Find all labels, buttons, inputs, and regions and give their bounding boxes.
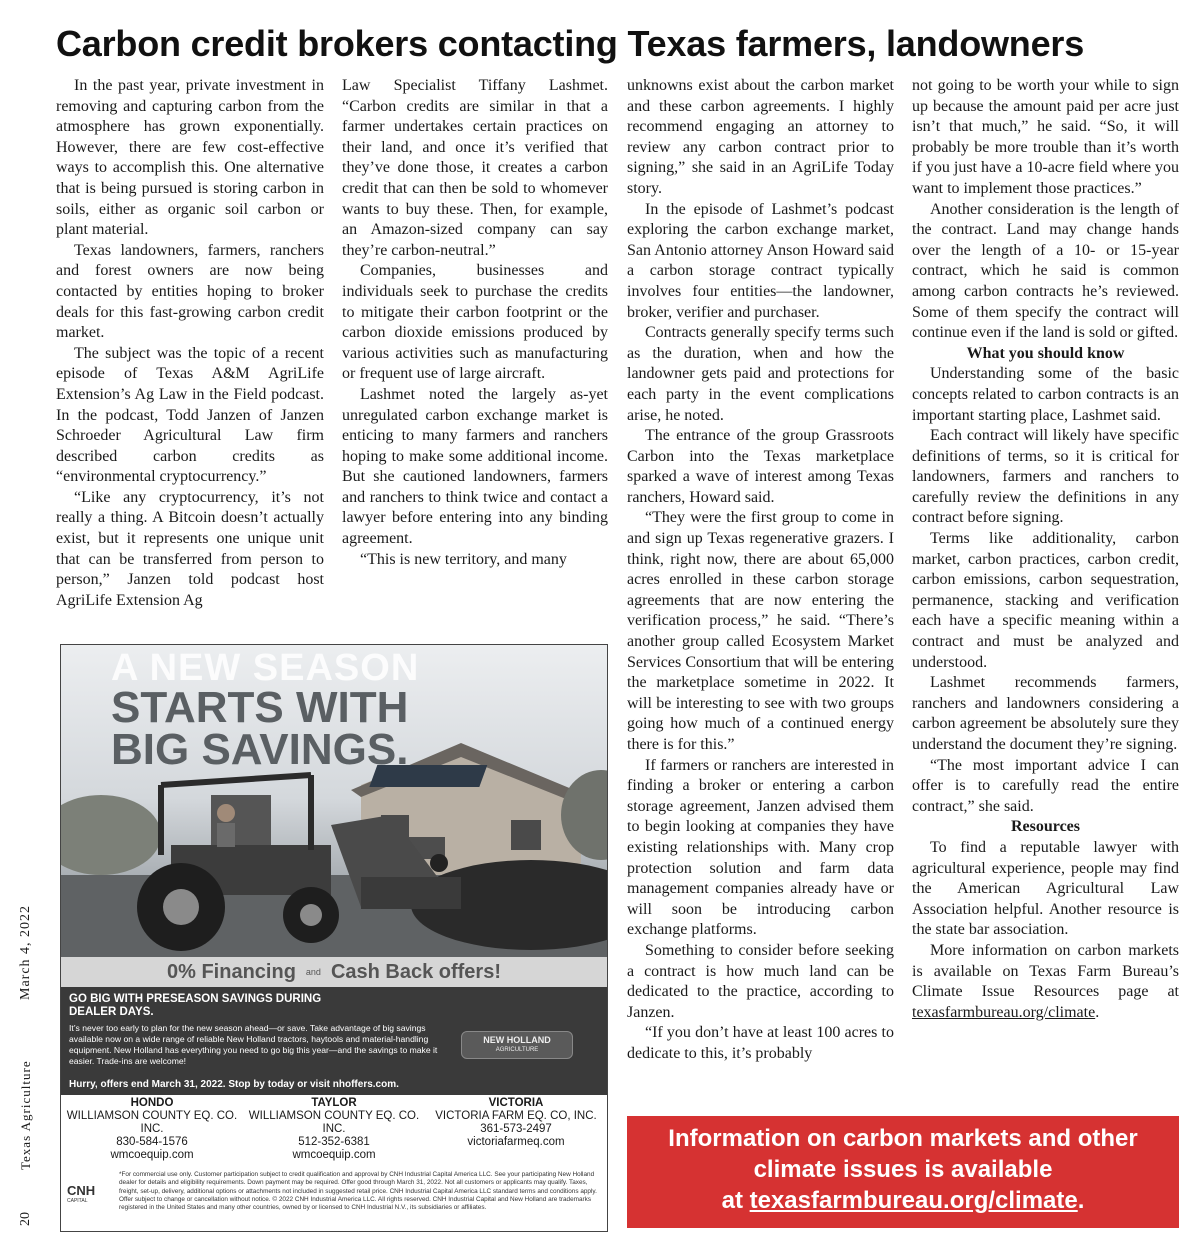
financing-bar xyxy=(61,957,607,987)
issue-date: March 4, 2022 xyxy=(18,904,33,1000)
paragraph: The entrance of the group Grassroots Carbon into the Texas marketplace sparked a wave of interest among Texas ranchers, Howard said. xyxy=(627,427,894,506)
ad-headline-1: A NEW SEASON xyxy=(111,647,420,689)
paragraph: Texas landowners, farmers, ranchers and forest owners are now being contacted by entities hoping to broker deals for this fast-growing carbon credit market. xyxy=(56,241,324,342)
paragraph-text: More information on carbon markets is available on Texas Farm Bureau’s Climate Issue Resources page at xyxy=(912,941,1179,1001)
subhead-resources: Resources xyxy=(1010,818,1081,836)
financing-and: and xyxy=(305,967,321,977)
ad-headline-2: STARTS WITH xyxy=(111,683,409,732)
banner-prefix: at xyxy=(721,1187,750,1214)
brand-sub: AGRICULTURE xyxy=(495,1047,539,1053)
paragraph: “This is new territory, and many xyxy=(360,550,567,568)
banner-line-1: Information on carbon markets and other xyxy=(668,1125,1138,1152)
paragraph: Contracts generally specify terms such as the duration, when and how the landowner gets paid and protections for each party in the event complications arise, he noted. xyxy=(627,324,894,424)
paragraph: To find a reputable lawyer with agricultural experience, people may find the American Agricultural Law Association helpful. Another resource is the state bar association. xyxy=(912,838,1179,939)
publication-name: Texas Agriculture xyxy=(18,1060,33,1170)
paragraph: Lashmet noted the largely as-yet unregulated carbon exchange market is enticing to many farmers and ranchers hoping to make some additional income. But she cautioned landowners, farmers and ranchers to think twice and contact a lawyer before entering into any binding agreement. xyxy=(342,385,608,548)
page-number: 20 xyxy=(18,1212,33,1226)
dealer-web: wmcoequip.com xyxy=(292,1149,376,1161)
paragraph: Law Specialist Tiffany Lashmet. “Carbon credits are similar in that a farmer undertakes certain practices on their land, and once it’s verified that they’ve done those, it creates a carbon credit that can then be sold to whomever wants to buy these. Then, for example, an Amazon-sized company can say they’re carbon-neutral.” xyxy=(342,77,608,259)
dealer-city: TAYLOR xyxy=(311,1097,357,1109)
paragraph: Lashmet recommends farmers, ranchers and landowners considering a carbon agreement be absolutely sure they understand the document they’re signing. xyxy=(912,674,1179,753)
paragraph: Something to consider before seeking a contract is how much land can be dedicated to the practice, according to Janzen. xyxy=(627,941,894,1021)
new-holland-advertisement xyxy=(60,644,608,1232)
dealer-city: HONDO xyxy=(130,1097,174,1109)
financing-text: 0% Financing xyxy=(167,960,296,983)
promo-heading: GO BIG WITH PRESEASON SAVINGS DURING DEALER DAYS. xyxy=(69,993,322,1018)
dealer-name: WILLIAMSON COUNTY EQ. CO. INC. xyxy=(66,1110,238,1135)
article-column-4 xyxy=(912,76,1179,1023)
paragraph: Understanding some of the basic concepts related to carbon contracts is an important starting place, Lashmet said. xyxy=(912,365,1179,424)
paragraph: The subject was the topic of a recent episode of Texas A&M AgriLife Extension’s Ag Law in the Field podcast. In the podcast, Todd Janzen of Janzen Schroeder Agricultural Law firm described carbon credits as “environmental cryptocurrency.” xyxy=(56,344,324,486)
dealer-name: WILLIAMSON COUNTY EQ. CO. INC. xyxy=(248,1110,420,1135)
dealer-city: VICTORIA xyxy=(488,1097,544,1109)
paragraph-last xyxy=(912,941,1179,1023)
ad-photo xyxy=(61,645,607,985)
dealer-phone: 830-584-1576 xyxy=(116,1136,188,1148)
paragraph: In the episode of Lashmet’s podcast exploring the carbon exchange market, San Antonio attorney Anson Howard said a carbon storage contract typically involves four entities—the landowner, broker, verifier and purchaser. xyxy=(627,200,894,321)
cnh-capital-logo xyxy=(67,1183,111,1205)
paragraph: unknowns exist about the carbon market and these carbon agreements. I highly recommend engaging an attorney to review any carbon contract prior to signing,” she said in an AgriLife Today story. xyxy=(627,77,894,197)
ad-promo-panel xyxy=(61,987,607,1095)
paragraph: “The most important advice I can offer is to carefully read the entire contract,” she said. xyxy=(912,756,1179,815)
article-column-2 xyxy=(342,76,608,570)
paragraph: not going to be worth your while to sign up because the amount paid per acre just isn’t that much,” he said. “So, it will probably be more trouble than it’s worth if you just have a 10-acre field where you want to implement those practices.” xyxy=(912,77,1179,197)
paragraph: “Like any cryptocurrency, it’s not really a thing. A Bitcoin doesn’t actually exist, but it represents one unique unit that can be transferred from person to person,” Janzen told podcast host AgriLife Extension Ag xyxy=(56,488,324,609)
banner-link[interactable]: texasfarmbureau.org/climate xyxy=(749,1187,1078,1214)
paragraph: If farmers or ranchers are interested in finding a broker or entering a carbon storage agreement, Janzen advised them to begin looking at companies they have existing relationships with. Many crop protection solution and farm data management companies already have or will soon be introducing carbon exchange platforms. xyxy=(627,756,894,939)
paragraph: Terms like additionality, carbon market, carbon practices, carbon credit, carbon emissions, carbon sequestration, permanence, stacking and verification each have a specific meaning within a contract and must be analyzed and understood. xyxy=(912,530,1179,671)
ad-headline-3: BIG SAVINGS. xyxy=(111,725,409,774)
dealer-name: VICTORIA FARM EQ. CO, INC. xyxy=(435,1110,597,1122)
paragraph: Companies, businesses and individuals seek to purchase the credits to mitigate their carbon footprint or the carbon dioxide emissions produced by various activities such as manufacturing or frequent use of large aircraft. xyxy=(342,262,608,383)
climate-link[interactable]: texasfarmbureau.org/climate xyxy=(912,1003,1096,1021)
ad-fine-print: *For commercial use only. Customer participation subject to credit qualification and approval by CNH Industrial Capital America LLC. See your participating New Holland dealer for details and eligibility requirements. Down payment may be required. Offer good through March 31, 2022. Not all customers or applicants may qualify. Taxes, freight, set-up, delivery, additional options or attachments not included in suggested retail price. CNH Industrial Capital America LLC standard terms and conditions apply. Offer subject to change or cancellation without notice. © 2022 CNH Industrial America LLC. All rights reserved. CNH Industrial Capital and New Holland are trademarks registered in the United States and many other countries, owned by or licensed to CNH Industrial N.V., its subsidiaries or affiliates. xyxy=(119,1171,597,1212)
dealer-web: wmcoequip.com xyxy=(110,1149,194,1161)
dealer-victoria xyxy=(425,1097,607,1165)
banner-line-3 xyxy=(627,1185,1179,1216)
dealer-phone: 512-352-6381 xyxy=(298,1136,370,1148)
headline: Carbon credit brokers contacting Texas farmers, landowners xyxy=(56,23,1085,64)
article-column-3 xyxy=(627,76,894,1065)
dealer-phone: 361-573-2497 xyxy=(480,1123,552,1135)
dealer-list xyxy=(61,1097,607,1165)
subhead-what-you-should-know: What you should know xyxy=(966,344,1125,362)
banner-end: . xyxy=(1077,1187,1085,1214)
paragraph: “They were the first group to come in and sign up Texas regenerative grazers. I think, right now, there are about 65,000 acres enrolled in these carbon storage agreements that are now entering the verification process,” he said. “There’s another group called Ecosystem Market Services Consortium that will be entering the marketplace sometime in 2022. It will be interesting to see with two groups going how much of a continued energy there is for this.” xyxy=(627,509,894,753)
climate-info-banner xyxy=(627,1116,1179,1228)
cnh-sub: CAPITAL xyxy=(67,1198,88,1204)
paragraph: In the past year, private investment in removing and capturing carbon from the atmosphere has grown exponentially. However, there are few cost-effective ways to accomplish this. One alternative that is being pursued is storing carbon in soils, either as organic soil carbon or plant material. xyxy=(56,77,324,239)
dealer-taylor xyxy=(243,1097,425,1165)
cashback-text: Cash Back offers! xyxy=(330,960,501,983)
paragraph: “If you don’t have at least 100 acres to dedicate to this, it’s probably xyxy=(627,1024,894,1062)
paragraph: Another consideration is the length of the contract. Land may change hands over the length of a 10- or 15-year contract, which he said is common among carbon contracts he’s reviewed. Some of them specify the contract will continue even if the land is sold or gifted. xyxy=(912,200,1179,342)
article-column-1 xyxy=(56,76,324,611)
promo-cta: Hurry, offers end March 31, 2022. Stop by today or visit nhoffers.com. xyxy=(69,1079,399,1090)
new-holland-logo xyxy=(461,1031,573,1059)
paragraph-end: . xyxy=(1095,1003,1100,1021)
paragraph: Each contract will likely have specific definitions of terms, so it is critical for landowners, farmers and ranchers to carefully review the definitions in any contract before signing. xyxy=(912,427,1179,527)
banner-line-2: climate issues is available xyxy=(753,1156,1053,1183)
cnh-text: CNH xyxy=(67,1183,96,1198)
dealer-web: victoriafarmeq.com xyxy=(467,1136,565,1148)
brand-name: NEW HOLLAND xyxy=(483,1035,551,1045)
dealer-hondo xyxy=(61,1097,243,1165)
promo-body: It’s never too early to plan for the new season ahead—or save. Take advantage of big savings available now on a wide range of reliable New Holland tractors, haytools and material-handling equipment. New Holland has everything you need to go big this year—and the savings to make it easier. Trade-ins are welcome! xyxy=(69,1023,438,1066)
